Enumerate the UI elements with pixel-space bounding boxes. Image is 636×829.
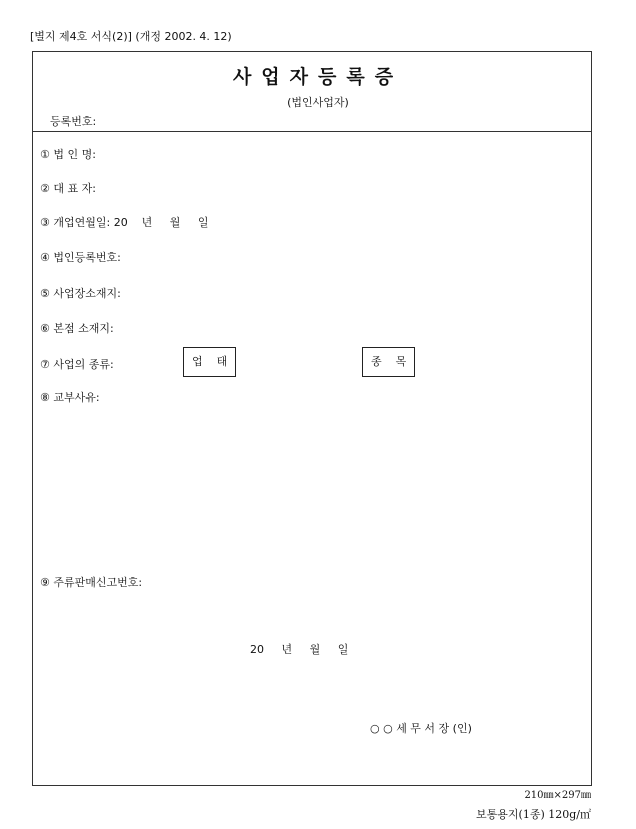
business-type-box: 업 태	[183, 347, 236, 377]
header-divider	[32, 131, 591, 132]
paper-spec: 보통용지(1종) 120g/㎡	[476, 808, 591, 821]
field-corporate-reg-no: ④ 법인등록번호:	[40, 251, 121, 264]
issuer-signature: ○ ○ 세 무 서 장 (인)	[370, 722, 472, 735]
field-representative: ② 대 표 자:	[40, 182, 96, 195]
field-liquor-sales-no: ⑨ 주류판매신고번호:	[40, 576, 143, 589]
certificate-frame	[32, 51, 592, 786]
field-head-office-address: ⑥ 본점 소재지:	[40, 322, 114, 335]
page-title: 사업자등록증	[232, 66, 404, 88]
paper-size: 210㎜×297㎜	[524, 790, 591, 801]
field-issue-reason: ⑧ 교부사유:	[40, 391, 100, 404]
form-number-note: [별지 제4호 서식(2)] (개정 2002. 4. 12)	[30, 30, 232, 43]
field-business-kind: ⑦ 사업의 종류:	[40, 358, 114, 371]
registration-number-label: 등록번호:	[50, 115, 97, 128]
field-corporate-name: ① 법 인 명:	[40, 148, 96, 161]
issue-date: 20 년 월 일	[250, 643, 349, 656]
field-business-address: ⑤ 사업장소재지:	[40, 287, 121, 300]
field-opening-date: ③ 개업연월일: 20 년 월 일	[40, 216, 209, 229]
business-item-box: 종 목	[362, 347, 415, 377]
subtitle: (법인사업자)	[287, 96, 349, 109]
